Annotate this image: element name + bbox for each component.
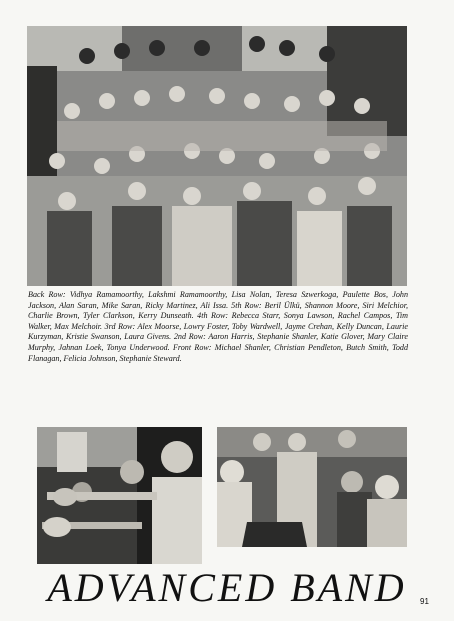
group-photo — [27, 26, 407, 286]
photo-caption: Back Row: Vidhya Ramamoorthy, Lakshmi Ramamoorthy, Lisa Nolan, Teresa Szwerkoga, Paulette Bos, John Jackson, Alan Saran, Mike Saran, Ricky Martinez, Ali Issa. 5th Row: Beril Ülkü, Shannon Moore, Siri Melchior, Charlie Brown, Tyler Clarkson, Kerry Dunseath. 4th Row: Rebecca Starr, Sonya Lawson, Rachel Campos, Tim Walker, Max Melchoir. 3rd Row: Alex Moorse, Lowry Foster, Toby Wardwell, Jayme Crehan, Kelly Duncan, Laurie Kurzyman, Kristie Swanson, Laura Givens. 2nd Row: Aaron Harris, Stephanie Shanler, Katie Glover, Mary Claire Murphy, Jahnan Loek, Tonya Underwood. Front Row: Michael Shanler, Christian Pendleton, Butch Smith, Todd Flanagan, Felicia Johnson, Stephanie Steward. — [28, 290, 408, 363]
page-number: 91 — [420, 597, 429, 606]
trumpet-players-photo — [37, 427, 202, 564]
band-rehearsal-photo — [217, 427, 407, 547]
page-title: ADVANCED BAND — [47, 565, 407, 610]
